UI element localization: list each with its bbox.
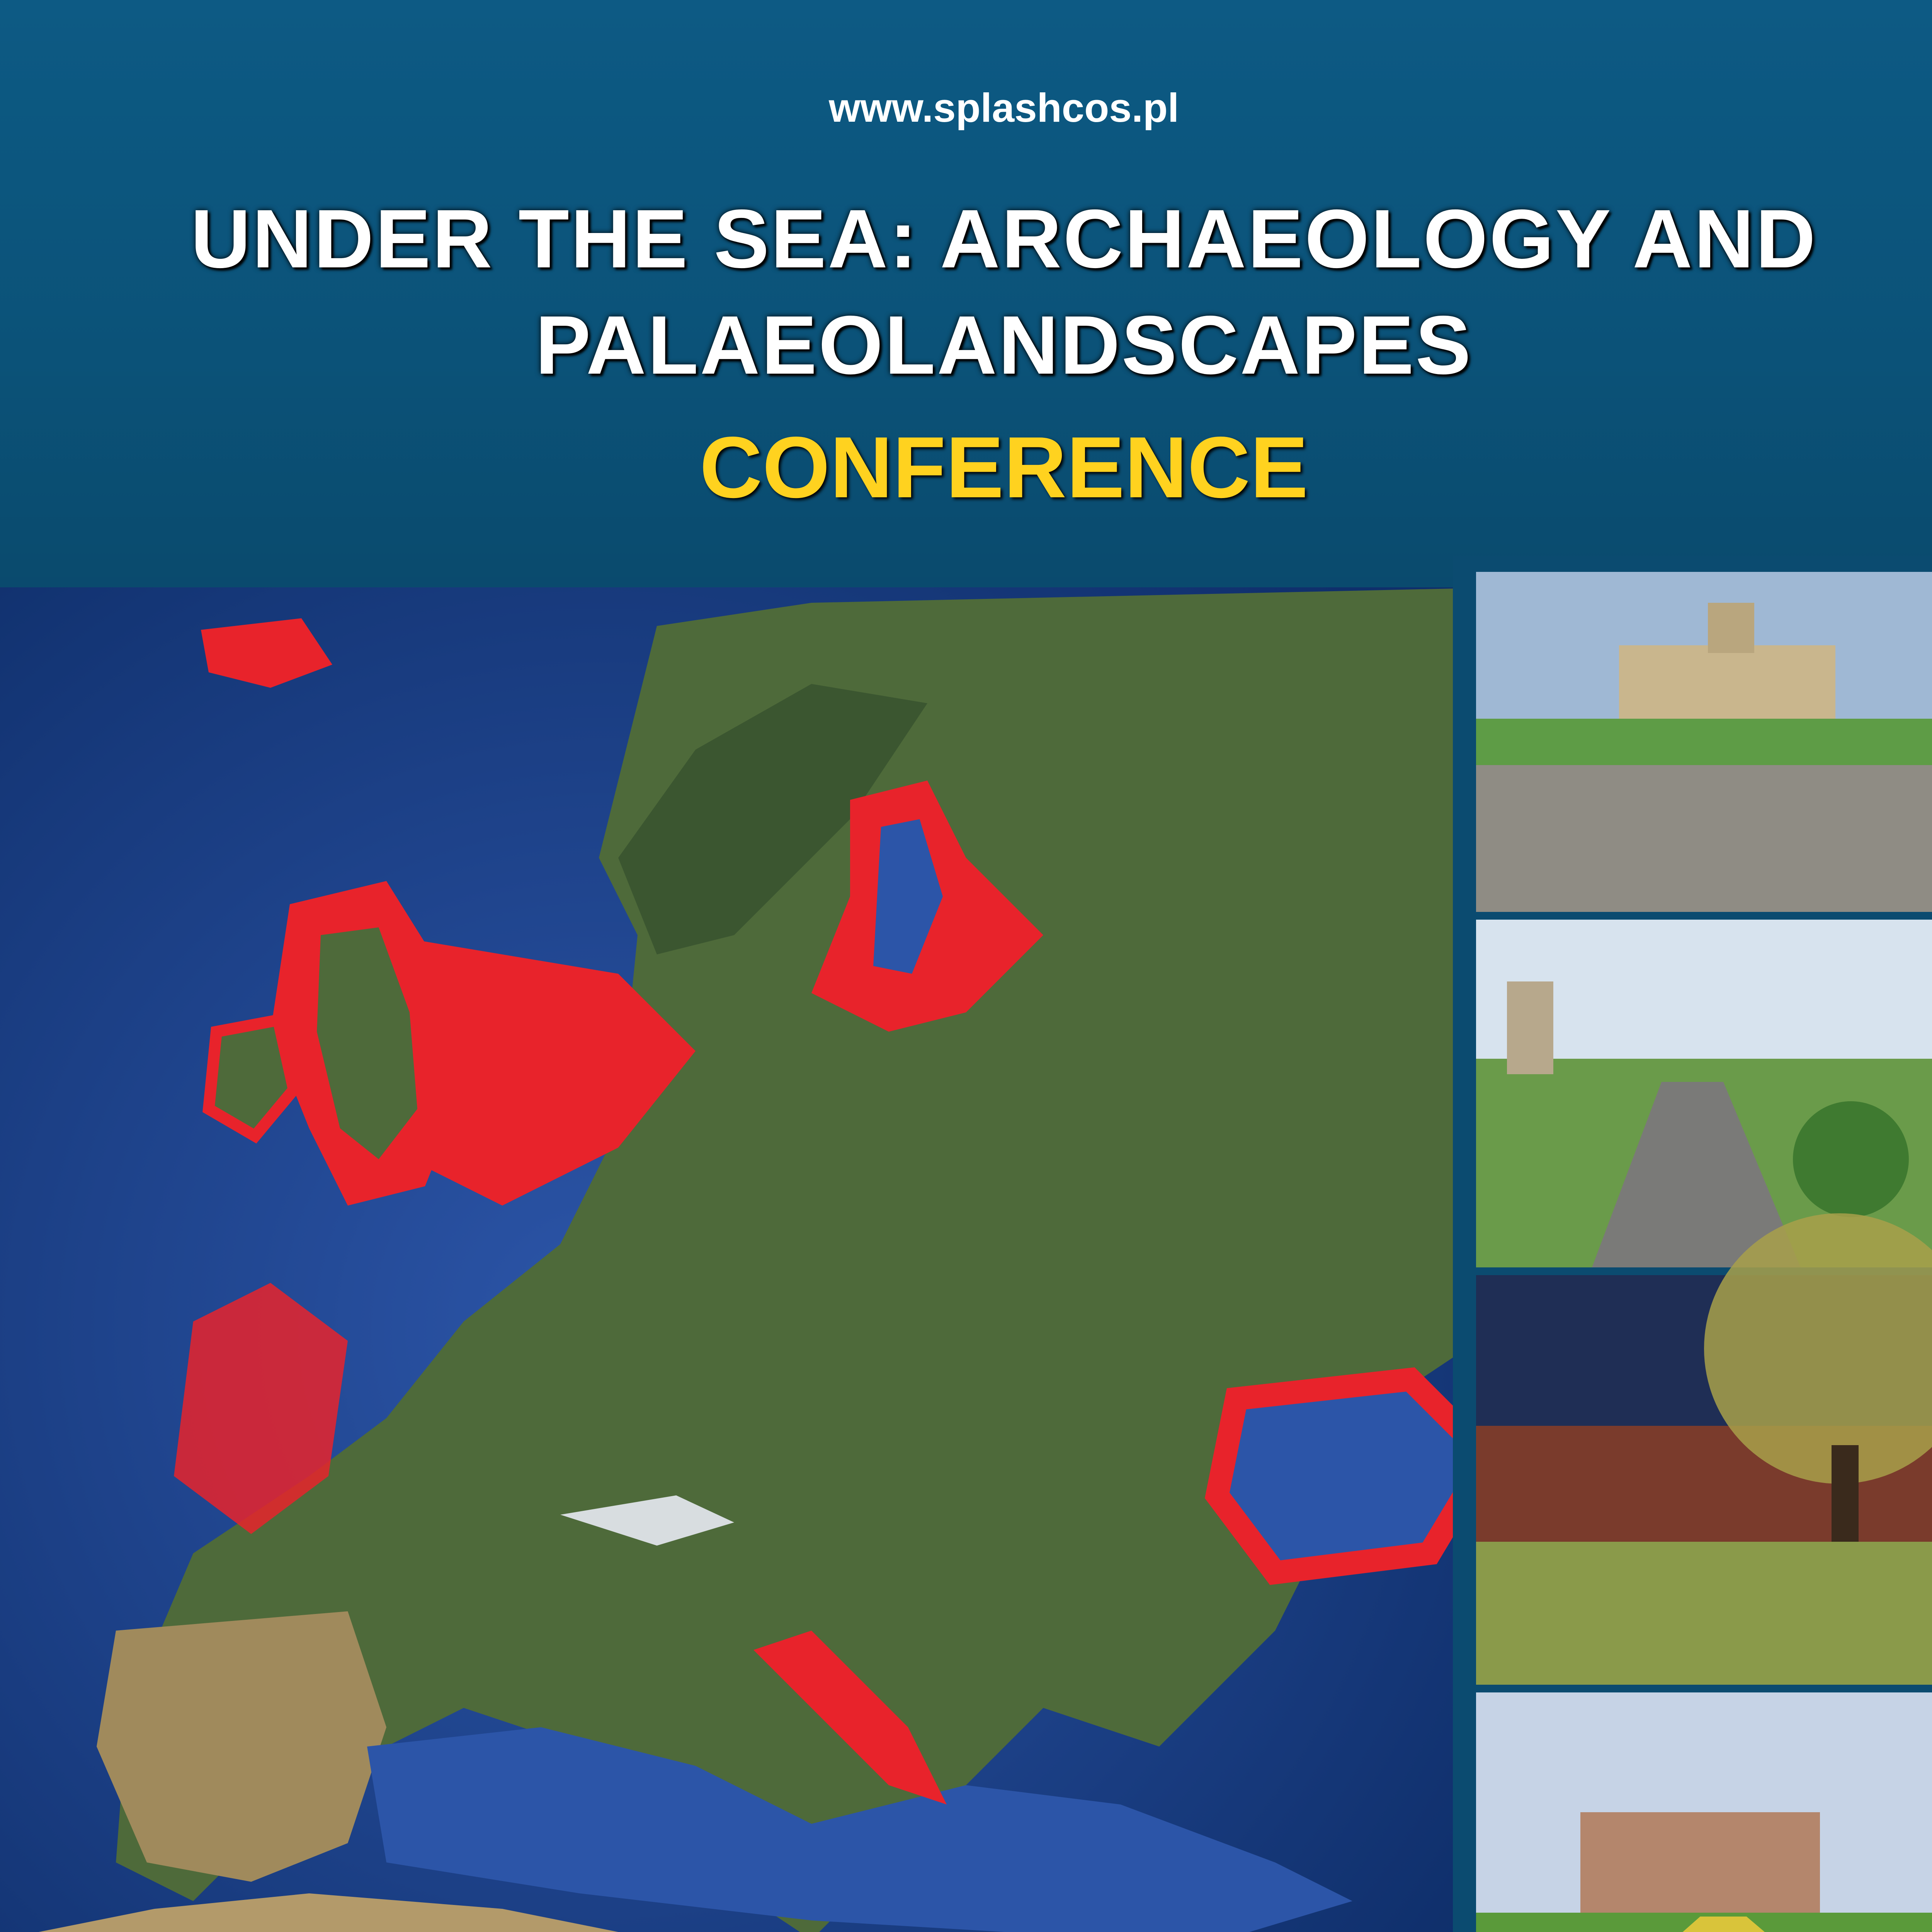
title-line-1: UNDER THE SEA: ARCHAEOLOGY AND [190,192,1817,285]
europe-palaeolandscape-map [0,587,1507,1932]
conference-title [58,185,1932,398]
szczecin-photo-strip [1453,556,1932,1932]
black-sea [1217,1379,1488,1573]
photo-flower-garden [1476,1692,1932,1932]
website-url[interactable]: www.splashcos.pl [828,85,1179,131]
photo-chrobry-embankment [1476,572,1932,912]
photo-river-boulevard [1476,920,1932,1267]
photo-night-park [1476,1213,1932,1685]
conference-subtitle: CONFERENCE [699,418,1308,516]
title-line-2: PALAEOLANDSCAPES [535,298,1473,391]
iberia-landmass [97,1611,386,1882]
